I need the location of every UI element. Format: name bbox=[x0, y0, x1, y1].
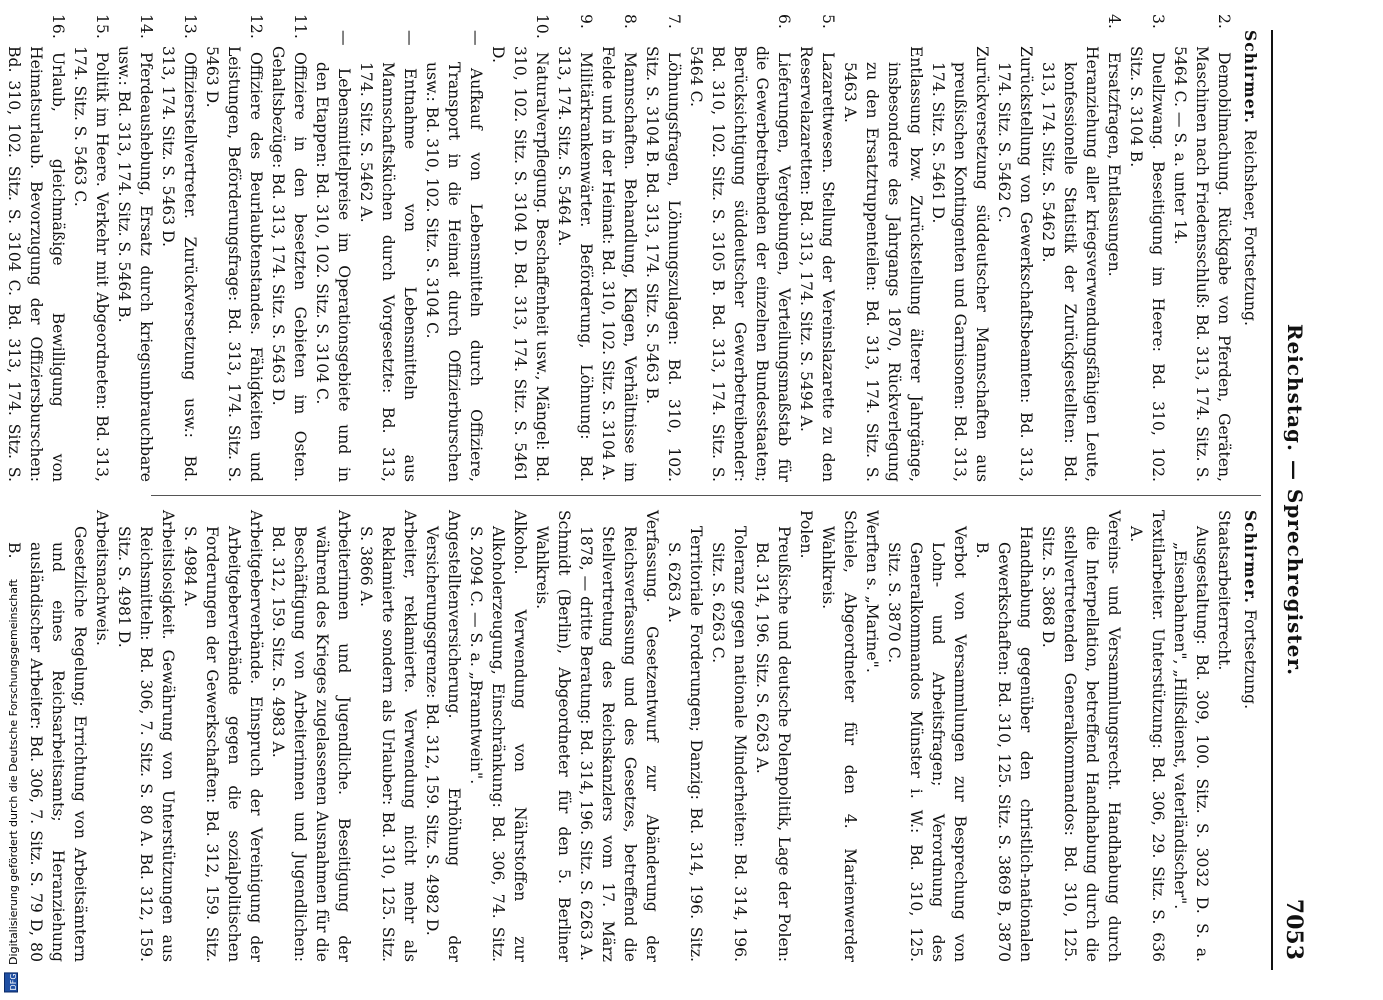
entry-number: 2. bbox=[1215, 14, 1233, 29]
index-entry bbox=[487, 14, 553, 482]
index-entry bbox=[883, 510, 971, 962]
index-entry bbox=[927, 30, 993, 482]
entry-text: Handhabung gegenüber den christlich-nationalen Gewerkschaften: Bd. 310, 125. Sitz. S. 3869 B, 3870 B. bbox=[973, 526, 1035, 962]
left-column-heading bbox=[1239, 30, 1261, 482]
entry-text: Toleranz gegen nationale Minderheiten: Bd. 314, 196. Sitz. S. 6263 C. bbox=[709, 526, 749, 962]
entry-text: Pferdeaushebung, Ersatz durch kriegsunbrauchbare usw.: Bd. 313, 174. Sitz. S. 5464 B. bbox=[115, 46, 155, 482]
index-entry bbox=[157, 14, 201, 482]
entry-text: Lebensmittelpreise im Operationsgebiete und in den Etappen: Bd. 310, 102. Sitz. S. 3104 C. bbox=[313, 62, 353, 482]
entry-text: Angestelltenversicherung. Erhöhung der Versicherungsgrenze: Bd. 312, 159. Sitz. S. 4982 D. bbox=[423, 510, 463, 962]
entry-text: Arbeitslosigkeit. Gewährung von Unterstützungen aus Reichsmitteln: Bd. 306, 7. Sitz. S. 80 A. Bd. 312, 159. Sitz. S. 4981 D. bbox=[115, 510, 177, 962]
column-divider bbox=[151, 495, 1261, 496]
entry-text: Militärkrankenwärter. Beförderung, Löhnung: Bd. 313, 174. Sitz. S. 5464 A. bbox=[555, 46, 595, 482]
entry-text: Arbeitgeberverbände. Einspruch der Vereinigung der Arbeitgeberverbände gegen die sozialpolitischen Forderungen der Gewerkschaften: Bd. 312, 159. Sitz. S. 4984 A. bbox=[181, 510, 265, 962]
index-entry bbox=[69, 14, 113, 482]
entry-number: 7. bbox=[665, 14, 683, 29]
index-entry bbox=[1103, 14, 1125, 482]
index-entry bbox=[0, 510, 3, 962]
entry-number: 14. bbox=[137, 14, 155, 39]
entry-text: Zurückversetzung süddeutscher Mannschaften aus preußischen Kontingenten und Garnisonen: Bd. 313, 174. Sitz. S. 5461 D. bbox=[929, 46, 991, 482]
left-entries bbox=[0, 14, 1235, 482]
entry-text: Arbeitsnachweis. bbox=[93, 510, 111, 646]
entry-text: Textilarbeiter. Unterstützung: Bd. 306, 29. Sitz. S. 636 A. bbox=[1127, 510, 1167, 962]
index-entry bbox=[663, 510, 707, 962]
left-heading-name: Schirmer. bbox=[1241, 30, 1260, 124]
index-entry bbox=[597, 14, 641, 482]
entry-number: 12. bbox=[247, 14, 265, 39]
entry-number: — bbox=[401, 30, 419, 46]
entry-text: Entnahme von Lebensmitteln aus Mannschaftsküchen durch Vorgesetzte: Bd. 313, 174. Sitz. S. 5462 A. bbox=[357, 62, 419, 482]
entry-text bbox=[0, 526, 1, 962]
index-entry bbox=[0, 14, 69, 482]
index-entry bbox=[113, 510, 179, 962]
page-header bbox=[1271, 30, 1313, 970]
index-entry bbox=[1213, 510, 1235, 962]
entry-text: Ersatzfragen, Entlassungen. bbox=[1105, 52, 1123, 277]
index-entry bbox=[421, 30, 487, 482]
index-entry bbox=[1125, 14, 1169, 482]
index-entry bbox=[861, 510, 883, 962]
entry-number: 13. bbox=[181, 14, 199, 39]
right-heading-rest: Fortsetzung. bbox=[1241, 609, 1259, 710]
entry-text: Entlassung bzw. Zurückstellung älterer Jahrgänge, insbesondere des Jahrgangs 1870, Rückverlegung zu den Ersatztruppenteilen: Bd. 313, 174. Sitz. S. 5463 A. bbox=[841, 46, 925, 482]
index-entry bbox=[817, 510, 861, 962]
index-entry bbox=[971, 510, 1037, 962]
entry-text: Territoriale Forderungen; Danzig: Bd. 314, 196. Sitz. S. 6263 A. bbox=[665, 526, 705, 962]
index-entry bbox=[267, 14, 311, 482]
entry-text: Ausgestaltung: Bd. 309, 100. Sitz. S. 3032 D. S. a. „Eisenbahnen", „Hilfsdienst, vaterländischer". bbox=[1171, 526, 1211, 962]
dfg-logo-icon: DFG bbox=[4, 972, 18, 992]
entry-text: Preußische und deutsche Polenpolitik, Lage der Polen: Bd. 314, 196. Sitz. S. 6263 A. bbox=[753, 526, 793, 962]
index-entry bbox=[795, 14, 839, 482]
right-column bbox=[0, 510, 1261, 962]
entry-text: Mannschaften. Behandlung, Klagen, Verhältnisse im Felde und in der Heimat: Bd. 310, 102. Sitz. S. 3104 A. bbox=[599, 46, 639, 482]
index-entry bbox=[421, 510, 465, 962]
entry-number: 9. bbox=[577, 14, 595, 29]
index-entry bbox=[465, 510, 531, 962]
index-entry bbox=[839, 30, 927, 482]
entry-number: 10. bbox=[533, 14, 551, 39]
entry-text: Arbeiter, reklamierte. Verwendung nicht mehr als Reklamierte sondern als Urlauber: Bd. 310, 125. Sitz. S. 3866 A. bbox=[357, 510, 419, 962]
entry-number: — bbox=[467, 30, 485, 46]
left-column bbox=[0, 14, 1261, 482]
entry-number: 8. bbox=[621, 14, 639, 29]
credit-text: Digitalisierung gefördert durch die Deutsche Forschungsgemeinschaft bbox=[7, 578, 20, 965]
index-entry bbox=[113, 14, 157, 482]
index-entry bbox=[91, 510, 113, 962]
index-entry bbox=[1037, 510, 1125, 962]
entry-text: Naturalverpflegung. Beschaffenheit usw., Mängel: Bd. 310, 102. Sitz. S. 3104 D. Bd. 313, 174. Sitz. S. 5461 D. bbox=[489, 46, 551, 482]
index-entry bbox=[311, 30, 355, 482]
entry-text: Aufkauf von Lebensmitteln durch Offiziere, Transport in die Heimat durch Offizierburschen usw.: Bd. 310, 102. Sitz. S. 3104 C. bbox=[423, 62, 485, 482]
digitization-credit bbox=[4, 579, 20, 992]
index-entry bbox=[1169, 14, 1235, 482]
entry-text: Urlaub, gleichmäßige Bewilligung von Heimatsurlaub. Bevorzugung der Offiziersburschen: Bd. 310, 102. Sitz. S. 3104 C. Bd. 313, 174. Sitz. S. bbox=[5, 46, 67, 482]
index-entry bbox=[993, 30, 1037, 482]
entry-text: Arbeiterinnen und Jugendliche. Beseitigung der während des Krieges zugelassenen Ausnahmen für die Beschäftigung von Arbeiterinnen und Jugendlichen: Bd. 312, 159. Sitz. S. 4983 A. bbox=[269, 510, 353, 962]
entry-text: Lazarettwesen. Stellung der Vereinslazarette zu den Reservelazaretten: Bd. 313, 174. Sitz. S. 5494 A. bbox=[797, 46, 837, 482]
right-heading-name: Schirmer. bbox=[1241, 510, 1260, 604]
entry-number: 11. bbox=[291, 14, 309, 39]
entry-text: Werften s. „Marine". bbox=[863, 510, 881, 673]
entry-text: Schiele, Abgeordneter für den 4. Marienwerder Wahlkreis. bbox=[819, 510, 859, 962]
index-entry bbox=[707, 510, 751, 962]
index-entry bbox=[355, 30, 421, 482]
index-entry bbox=[751, 510, 795, 962]
entry-text: Vereins- und Versammlungsrecht. Handhabung durch die Interpellation, betreffend Handhabung durch die stellvertretenden Generalkommandos: Bd. 310, 125. Sitz. S. 3868 D. bbox=[1039, 510, 1123, 962]
entry-number: 6. bbox=[775, 14, 793, 29]
entry-text: Verbot von Versammlungen zur Besprechung von Lohn- und Arbeitsfragen; Verordnung des Generalkommandos Münster i. W.: Bd. 310, 125. Sitz. S. 3870 C. bbox=[885, 526, 969, 962]
entry-text: Offizierstellvertreter. Zurückversetzung usw.: Bd. 313, 174. Sitz. S. 5463 D. bbox=[159, 46, 199, 482]
left-heading-rest: Reichsheer, Fortsetzung. bbox=[1241, 129, 1259, 327]
index-entry bbox=[641, 14, 685, 482]
entry-number: — bbox=[335, 30, 353, 46]
entry-text: Offiziere des Beurlaubtenstandes. Fähigkeiten und Leistungen, Beförderungsfrage: Bd. 313, 174. Sitz. S. 5463 D. bbox=[203, 46, 265, 482]
entry-text: Duellzwang. Beseitigung im Heere: Bd. 310, 102. Sitz. S. 3104 B. bbox=[1127, 46, 1167, 482]
index-entry bbox=[553, 14, 597, 482]
entry-text: Alkohol. Verwendung von Nährstoffen zur Alkoholerzeugung, Einschränkung: Bd. 306, 74. Sitz. S. 2094 C. — S. a. „Branntwein". bbox=[467, 510, 529, 962]
entry-text: Zurückstellung von Gewerkschaftsbeamten: Bd. 313, 174. Sitz. S. 5462 C. bbox=[995, 46, 1035, 482]
right-column-heading bbox=[1239, 510, 1261, 962]
entry-text: Löhnungsfragen, Löhnungszulagen: Bd. 310, 102. Sitz. S. 3104 B. Bd. 313, 174. Sitz. S. 5463 B. bbox=[643, 46, 683, 482]
index-entry bbox=[531, 510, 575, 962]
entry-text: Politik im Heere. Verkehr mit Abgeordneten: Bd. 313, 174. Sitz. S. 5463 C. bbox=[71, 46, 111, 482]
entry-text: Heranziehung aller kriegsverwendungsfähigen Leute, konfessionelle Statistik der Zurückgestellten: Bd. 313, 174. Sitz. S. 5462 B. bbox=[1039, 46, 1101, 482]
index-entry bbox=[685, 14, 795, 482]
entry-number: 16. bbox=[49, 14, 67, 39]
page-number: 7053 bbox=[1281, 898, 1307, 960]
page-title: Reichstag. — Sprechregister. bbox=[1283, 323, 1307, 677]
entry-number: 15. bbox=[93, 14, 111, 39]
entry-text: Staatsarbeiterrecht. bbox=[1215, 510, 1233, 671]
index-entry bbox=[795, 510, 817, 962]
entry-text: Gesetzliche Regelung; Errichtung von Arbeitsämtern und eines Reichsarbeitsamts; Heranziehung ausländischer Arbeiter: Bd. 306, 7. Sitz. S. 79 D, 80 B. bbox=[5, 526, 89, 962]
index-entry bbox=[201, 14, 267, 482]
index-entry bbox=[355, 510, 421, 962]
entry-text: Offiziere in den besetzten Gebieten im Osten. Gehaltsbezüge: Bd. 313, 174. Sitz. S. 5463 D. bbox=[269, 46, 309, 482]
entry-text: Lieferungen, Vergebungen, Verteilungsmaßstab für die Gewerbetreibenden der einzelnen Bundesstaaten; Berücksichtigung süddeutscher Gewerbetreibender: Bd. 310, 102. Sitz. S. 3105 B. Bd. 313, 174. Sitz. S. 5464 C. bbox=[687, 46, 793, 482]
index-entry bbox=[575, 510, 663, 962]
entry-number: 5. bbox=[819, 14, 837, 29]
index-entry bbox=[1169, 510, 1213, 962]
entry-text: Verfassung. Gesetzentwurf zur Abänderung der Reichsverfassung und des Gesetzes, betreffend die Stellvertretung des Reichskanzlers vom 17. März 1878, — dritte Beratung: Bd. 314, 196. Sitz. S. 6263 A. bbox=[577, 510, 661, 962]
entry-number: 4. bbox=[1105, 14, 1123, 29]
index-entry bbox=[1125, 510, 1169, 962]
entry-text: Demobilmachung. Rückgabe von Pferden, Geräten, Maschinen nach Friedensschluß: Bd. 313, 174. Sitz. S. 5464 C. — S. a. unter 14. bbox=[1171, 46, 1233, 482]
entry-number: 3. bbox=[1149, 14, 1167, 29]
entry-text: Polen. bbox=[797, 510, 815, 559]
index-entry bbox=[1037, 30, 1103, 482]
index-entry bbox=[179, 510, 267, 962]
entry-text: Schmidt (Berlin), Abgeordneter für den 5. Berliner Wahlkreis. bbox=[533, 510, 573, 962]
index-entry bbox=[267, 510, 355, 962]
right-entries bbox=[0, 510, 1235, 962]
